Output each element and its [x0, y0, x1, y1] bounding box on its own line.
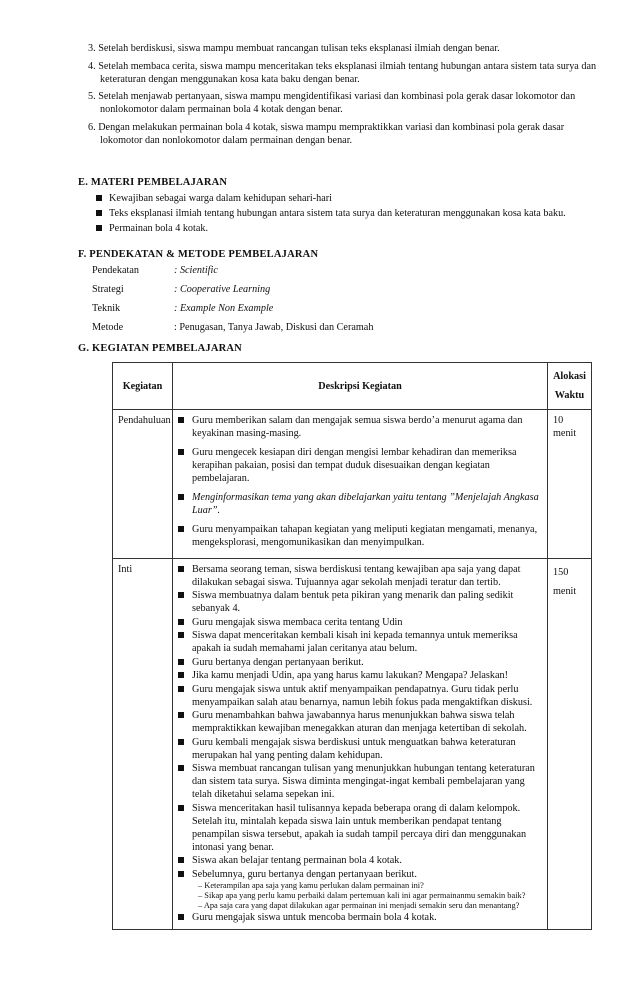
list-item: Bersama seorang teman, siswa berdiskusi tentang kewajiban apa saja yang dapat dilakukan sebagai siswa. Tujuannya agar sekolah menjadi teratur dan tertib. — [178, 563, 542, 589]
list-item: Menginformasikan tema yang akan dibelajarkan yaitu tentang ”Menjelajah Angkasa Luar”. — [178, 491, 542, 517]
square-bullet-icon — [178, 566, 184, 572]
square-bullet-icon — [178, 739, 184, 745]
square-bullet-icon — [178, 765, 184, 771]
square-bullet-icon — [178, 526, 184, 532]
section-f-title: F. PENDEKATAN & METODE PEMBELAJARAN — [78, 249, 319, 260]
phase-inti: Inti — [113, 558, 173, 929]
list-item: Kewajiban sebagai warga dalam kehidupan sehari-hari — [96, 192, 606, 205]
square-bullet-icon — [178, 914, 184, 920]
square-bullet-icon — [96, 195, 102, 201]
table-header-row — [113, 363, 592, 410]
phase-pendahuluan: Pendahuluan — [113, 410, 173, 559]
pendahuluan-description — [173, 410, 548, 559]
objective-3: 3. Setelah berdiskusi, siswa mampu membuat rancangan tulisan teks eksplanasi ilmiah dengan benar. — [88, 43, 500, 54]
list-item: Guru menambahkan bahwa jawabannya harus menunjukkan bahwa siswa telah mempraktikkan kewajiban menegakkan aturan dan menjaga ketertiban di sekolah. — [178, 709, 542, 735]
square-bullet-icon — [178, 494, 184, 500]
question-item: – Keterampilan apa saja yang kamu perlukan dalam permainan ini? — [198, 881, 424, 890]
list-item: Permainan bola 4 kotak. — [96, 222, 606, 235]
learning-objectives — [88, 42, 608, 151]
list-item: Siswa membuatnya dalam bentuk peta pikiran yang menarik dan paling sedikit sebanyak 4. — [178, 589, 542, 615]
objective-6: 6. Dengan melakukan permainan bola 4 kotak, siswa mampu mempraktikkan variasi dan kombinasi pola gerak dasar lokomotor dan nonlokomotor dalam permainan dengan benar. — [88, 121, 565, 146]
square-bullet-icon — [178, 592, 184, 598]
time-pendahuluan: 10 menit — [548, 410, 592, 559]
square-bullet-icon — [178, 417, 184, 423]
approach-row: Pendekatan : Scientific — [92, 265, 218, 276]
list-item: Teks eksplanasi ilmiah tentang hubungan antara sistem tata surya dan keteraturan menggunakan kosa kata baku. — [96, 207, 606, 220]
list-item: Guru bertanya dengan pertanyaan berikut. — [178, 656, 542, 669]
square-bullet-icon — [178, 449, 184, 455]
list-item: Guru memberikan salam dan mengajak semua siswa berdo’a menurut agama dan keyakinan masing-masing. — [178, 414, 542, 440]
square-bullet-icon — [178, 805, 184, 811]
square-bullet-icon — [178, 686, 184, 692]
square-bullet-icon — [178, 712, 184, 718]
section-e-title: E. MATERI PEMBELAJARAN — [78, 177, 228, 188]
square-bullet-icon — [178, 632, 184, 638]
list-item: Guru menyampaikan tahapan kegiatan yang meliputi kegiatan mengamati, menanya, mengeksplorasi, mengomunikasikan dan menyimpulkan. — [178, 523, 542, 549]
section-f-rows — [92, 264, 572, 340]
square-bullet-icon — [178, 619, 184, 625]
section-g-title: G. KEGIATAN PEMBELAJARAN — [78, 343, 242, 354]
question-item: – Sikap apa yang perlu kamu perbaiki dalam pertemuan kali ini agar permainanmu semakin baik? — [198, 891, 526, 900]
header-kegiatan: Kegiatan — [113, 363, 173, 410]
question-item: – Apa saja cara yang dapat dilakukan agar permainan ini menjadi semakin seru dan menantang? — [198, 901, 520, 910]
square-bullet-icon — [96, 225, 102, 231]
method-row: Metode : Penugasan, Tanya Jawab, Diskusi dan Ceramah — [92, 322, 374, 333]
square-bullet-icon — [178, 659, 184, 665]
question-list — [178, 881, 542, 911]
list-item: Guru mengajak siswa untuk mencoba bermain bola 4 kotak. — [178, 911, 542, 924]
header-deskripsi: Deskripsi Kegiatan — [173, 363, 548, 410]
list-item: Guru mengajak siswa membaca cerita tentang Udin — [178, 616, 542, 629]
table-row-pendahuluan — [113, 410, 592, 559]
objective-5: 5. Setelah menjawab pertanyaan, siswa mampu mengidentifikasi variasi dan kombinasi pola gerak dasar lokomotor dan nonlokomotor dalam permainan bola 4 kotak dengan benar. — [88, 91, 576, 115]
header-alokasi: Alokasi Waktu — [548, 363, 592, 410]
list-item: Sebelumnya, guru bertanya dengan pertanyaan berikut. — [178, 868, 542, 881]
list-item: Siswa menceritakan hasil tulisannya kepada beberapa orang di dalam kelompok. Setelah itu, mintalah kepada siswa lain untuk memberikan pendapat tentang penampilan siswa tersebut, apakah ia sudah tampil percaya diri dan menggunakan intonasi yang benar. — [178, 802, 542, 854]
list-item: Siswa membuat rancangan tulisan yang menunjukkan hubungan tentang keteraturan dan sistem tata surya. Siswa diminta mengingat-ingat kembali pembelajaran yang telah diketahui selama sepekan ini. — [178, 762, 542, 801]
table-row-inti — [113, 558, 592, 929]
activities-table — [112, 362, 592, 930]
list-item: Guru kembali mengajak siswa berdiskusi untuk menguatkan bahwa keteraturan merupakan hal yang penting dalam kehidupan. — [178, 736, 542, 762]
square-bullet-icon — [96, 210, 102, 216]
objective-4: 4. Setelah membaca cerita, siswa mampu menceritakan teks eksplanasi ilmiah tentang hubungan antara sistem tata surya dan keteraturan dengan menggunakan kosa kata baku dengan benar. — [88, 60, 597, 85]
square-bullet-icon — [178, 672, 184, 678]
square-bullet-icon — [178, 857, 184, 863]
technique-row: Teknik : Example Non Example — [92, 303, 274, 314]
section-e-list — [96, 192, 606, 237]
strategy-row: Strategi : Cooperative Learning — [92, 284, 271, 295]
inti-description — [173, 558, 548, 929]
list-item: Siswa akan belajar tentang permainan bola 4 kotak. — [178, 854, 542, 867]
list-item: Guru mengajak siswa untuk aktif menyampaikan pendapatnya. Guru tidak perlu menyampaikan salah atau benarnya, namun lebih fokus pada mengaktifkan diskusi. — [178, 683, 542, 709]
list-item: Guru mengecek kesiapan diri dengan mengisi lembar kehadiran dan memeriksa kerapihan pakaian, posisi dan tempat duduk disesuaikan dengan kegiatan pembelajaran. — [178, 446, 542, 485]
square-bullet-icon — [178, 871, 184, 877]
time-inti: 150 menit — [548, 558, 592, 929]
list-item: Siswa dapat menceritakan kembali kisah ini kepada temannya untuk memeriksa apakah ia sudah memahami jalan ceritanya atau belum. — [178, 629, 542, 655]
list-item: Jika kamu menjadi Udin, apa yang harus kamu lakukan? Mengapa? Jelaskan! — [178, 669, 542, 682]
